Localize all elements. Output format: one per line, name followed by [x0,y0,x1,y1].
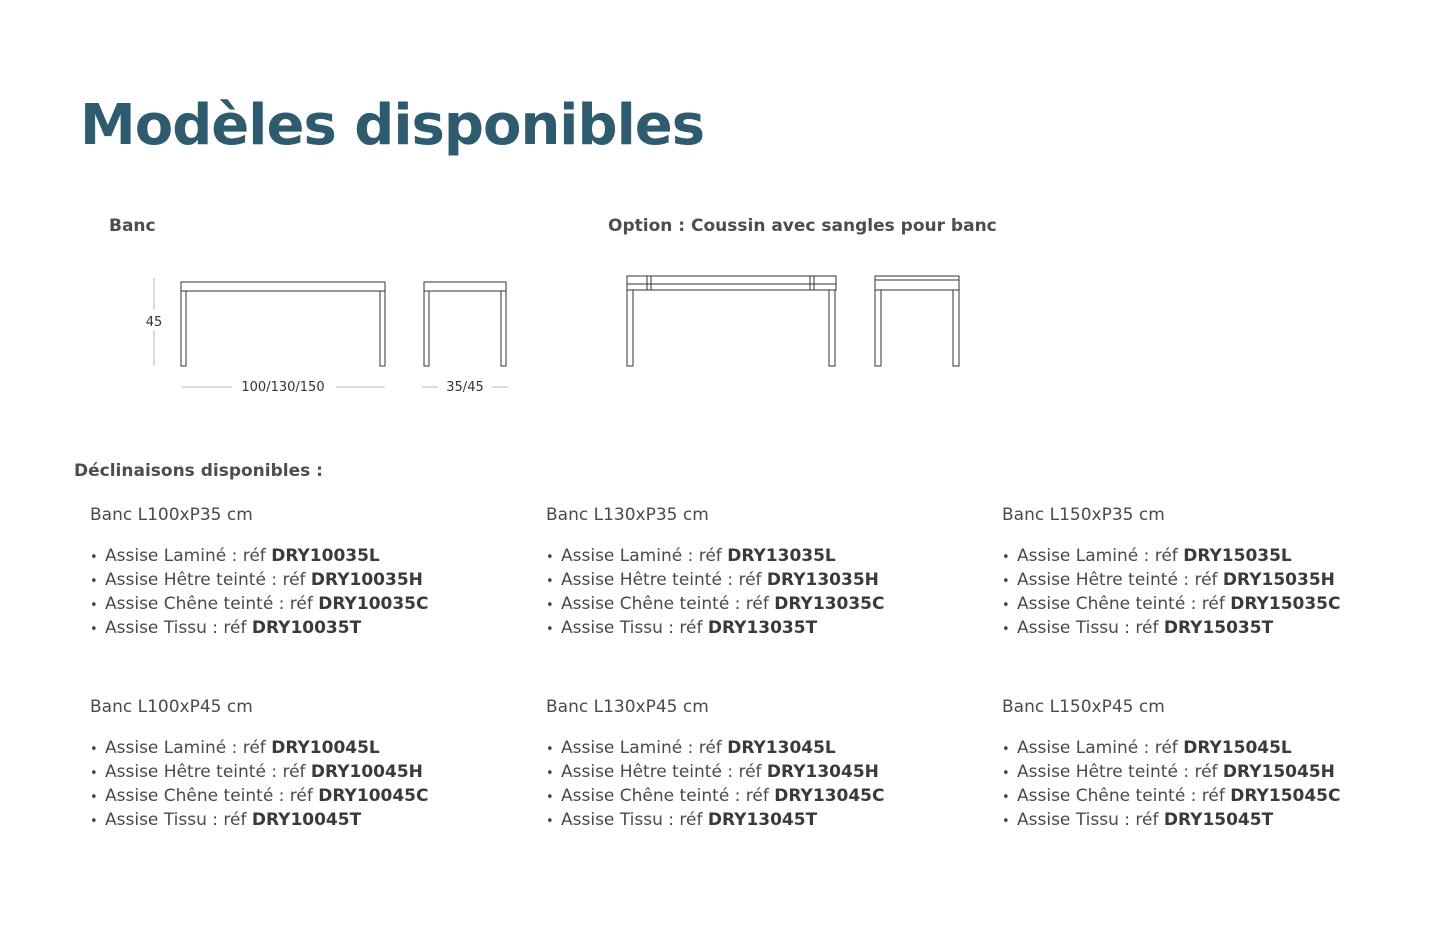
option-label: Option : Coussin avec sangles pour banc [608,216,997,236]
variant-item: • Assise Tissu : réf DRY15045T [1002,810,1274,830]
variant-item: • Assise Hêtre teinté : réf DRY10045H [90,762,423,782]
variant-card [90,697,510,833]
strap-left [647,276,651,290]
cushion-front-leg-left [627,290,633,366]
variant-heading: Banc L130xP45 cm [546,697,709,717]
variant-item: • Assise Tissu : réf DRY13035T [546,618,818,638]
variant-item: • Assise Chêne teinté : réf DRY10045C [90,786,429,806]
cushion-drawing [620,270,970,375]
bench-front-seat [181,282,385,291]
bench-front-leg-right [380,291,385,366]
variant-item: • Assise Chêne teinté : réf DRY15035C [1002,594,1341,614]
variant-item: • Assise Chêne teinté : réf DRY10035C [90,594,429,614]
variant-card [90,505,510,641]
variant-item: • Assise Laminé : réf DRY15045L [1002,738,1292,758]
variant-item: • Assise Chêne teinté : réf DRY15045C [1002,786,1341,806]
cushion-side-leg-left [875,290,881,366]
variant-heading: Banc L150xP45 cm [1002,697,1165,717]
variant-item: • Assise Hêtre teinté : réf DRY13035H [546,570,879,590]
variant-item: • Assise Laminé : réf DRY13035L [546,546,836,566]
variant-item: • Assise Tissu : réf DRY10045T [90,810,362,830]
variant-heading: Banc L100xP45 cm [90,697,253,717]
cushion-front-leg-right [829,290,835,366]
variant-item: • Assise Tissu : réf DRY15035T [1002,618,1274,638]
variant-item: • Assise Chêne teinté : réf DRY13045C [546,786,885,806]
variant-item: • Assise Laminé : réf DRY13045L [546,738,836,758]
variant-item: • Assise Tissu : réf DRY10035T [90,618,362,638]
variant-heading: Banc L100xP35 cm [90,505,253,525]
cushion-side-top [875,276,959,290]
bench-side-leg-left [424,291,429,366]
variant-card [1002,697,1422,833]
variant-heading: Banc L150xP35 cm [1002,505,1165,525]
bench-drawing [140,270,520,405]
bench-side-leg-right [501,291,506,366]
cushion-side-leg-right [953,290,959,366]
variant-heading: Banc L130xP35 cm [546,505,709,525]
variant-item: • Assise Laminé : réf DRY10045L [90,738,380,758]
variant-item: • Assise Hêtre teinté : réf DRY15045H [1002,762,1335,782]
variants-title: Déclinaisons disponibles : [74,461,323,481]
variant-item: • Assise Chêne teinté : réf DRY13035C [546,594,885,614]
variant-item: • Assise Laminé : réf DRY15035L [1002,546,1292,566]
variant-item: • Assise Hêtre teinté : réf DRY15035H [1002,570,1335,590]
length-dimension: 100/130/150 [241,380,325,395]
variant-card [1002,505,1422,641]
bench-label: Banc [109,216,156,236]
page-title: Modèles disponibles [80,93,705,158]
variant-item: • Assise Hêtre teinté : réf DRY10035H [90,570,423,590]
variant-card [546,697,966,833]
variant-card [546,505,966,641]
strap-right [810,276,814,290]
bench-front-leg-left [181,291,186,366]
height-dimension: 45 [145,315,163,330]
depth-dimension: 35/45 [446,380,484,395]
variant-item: • Assise Laminé : réf DRY10035L [90,546,380,566]
cushion-front-top [627,276,836,290]
bench-side-seat [424,282,506,291]
variant-item: • Assise Tissu : réf DRY13045T [546,810,818,830]
variant-item: • Assise Hêtre teinté : réf DRY13045H [546,762,879,782]
